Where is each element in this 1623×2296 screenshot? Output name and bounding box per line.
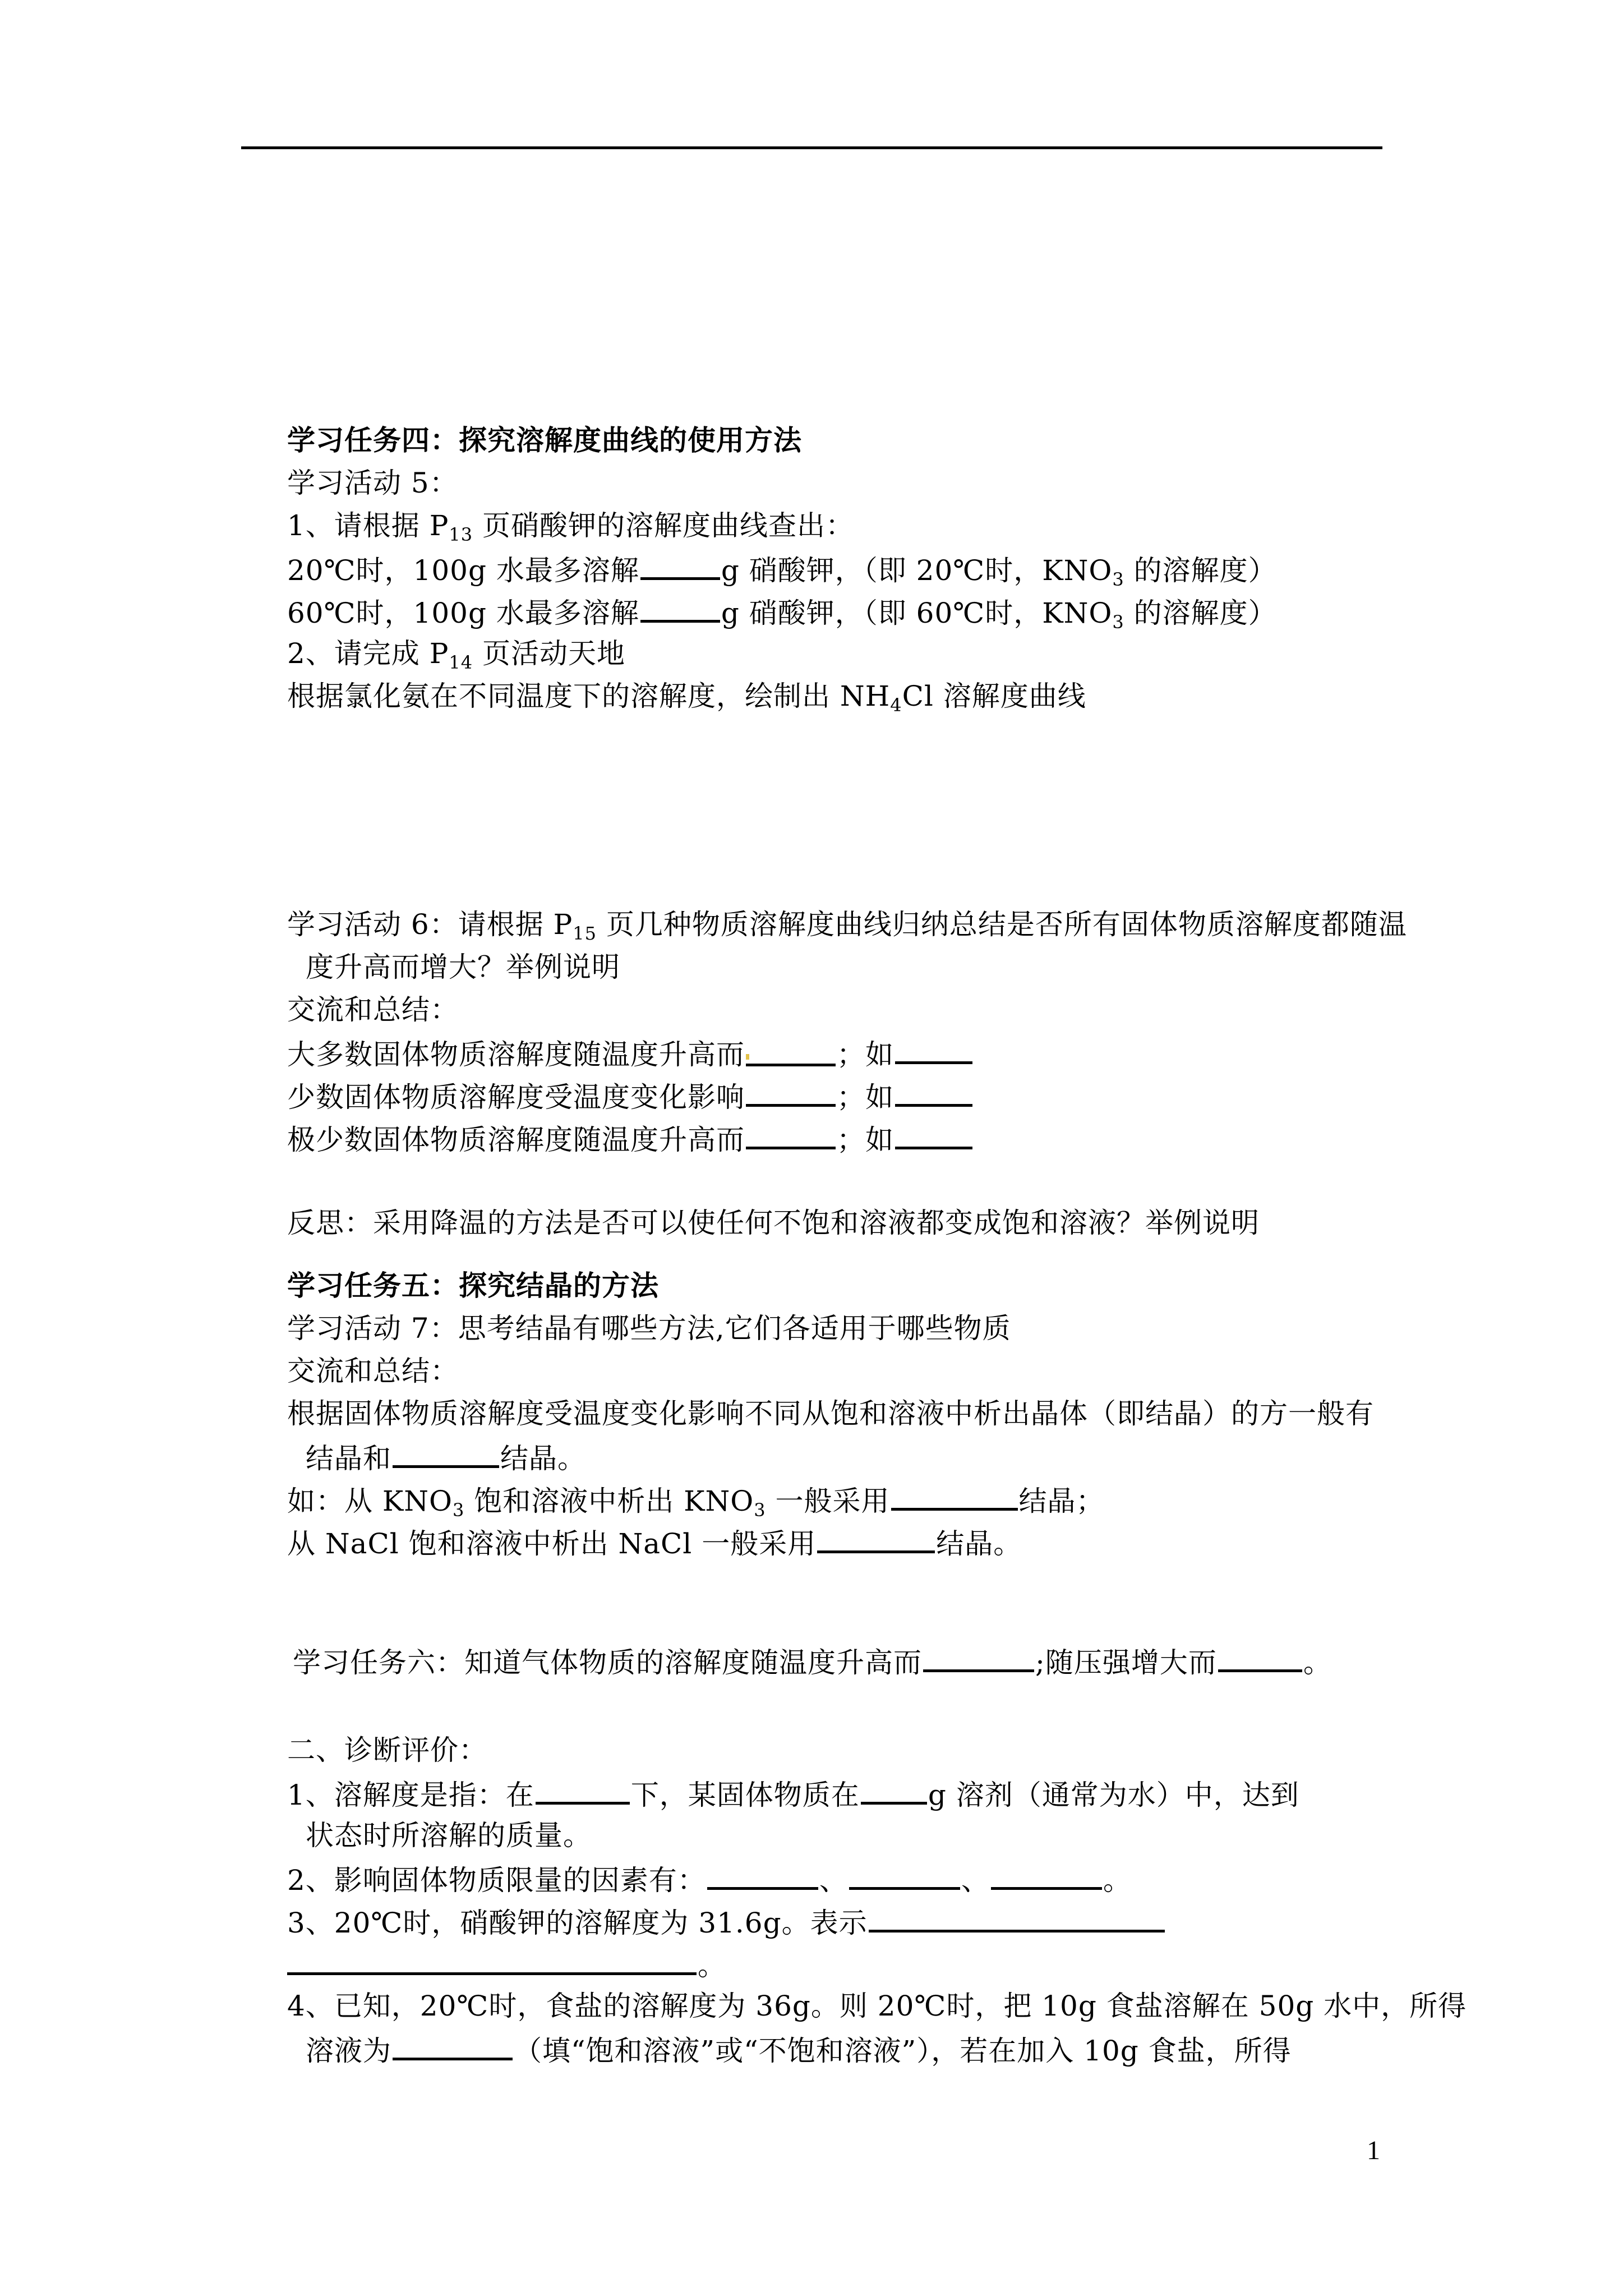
blank-field[interactable] [640,551,720,580]
reflection-question: 反思：采用降温的方法是否可以使任何不饱和溶液都变成饱和溶液？举例说明 [287,1207,1260,1239]
text: 学习任务六：知道气体物质的溶解度随温度升高而 [293,1646,922,1679]
text: 页活动天地 [473,637,625,670]
diagnosis-heading: 二、诊断评价： [287,1734,487,1766]
text: 2、请完成 P [287,637,449,670]
blank-field[interactable] [746,1038,836,1066]
blank-field[interactable] [991,1861,1102,1890]
text: ；如 [837,1124,894,1156]
diagnosis-question-3 [287,1904,1166,1940]
blank-field[interactable] [707,1861,818,1890]
blank-field[interactable] [1218,1644,1302,1672]
text: （填“饱和溶液”或“不饱和溶液”），若在加入 10g 食盐，所得 [514,2035,1292,2067]
task4-question-2 [287,637,625,673]
text: 20℃时，100g 水最多溶解 [287,554,639,587]
text: 60℃时，100g 水最多溶解 [287,597,639,629]
text: 结晶和 [306,1442,391,1475]
blank-field[interactable] [536,1776,630,1805]
blank-field[interactable] [746,1121,836,1149]
nh4cl-instruction [287,679,1086,716]
text: 结晶； [1018,1485,1105,1517]
summary-row [287,1036,974,1071]
subscript: 3 [754,1499,766,1521]
text: g 硝酸钾，（即 20℃时，KNO [721,554,1113,587]
activity6-question [287,908,1407,944]
summary-row [287,1121,974,1157]
header-rule [241,146,1382,149]
task6-gas-solubility [293,1644,1332,1680]
text: 极少数固体物质溶解度随温度升高而 [287,1124,745,1156]
subscript: 13 [449,524,473,545]
kno3-crystallization [287,1482,1105,1521]
text: 如：从 KNO [287,1485,453,1517]
blank-field[interactable] [746,1078,836,1107]
subscript: 14 [449,652,473,673]
crystallization-methods [306,1439,586,1475]
text: 结晶。 [936,1527,1022,1560]
text: g 硝酸钾，（即 60℃时，KNO [721,597,1113,629]
task4-heading: 学习任务四：探究溶解度曲线的使用方法 [287,424,802,457]
blank-field[interactable] [923,1644,1034,1672]
blank-field[interactable] [393,1439,499,1468]
text: 。 [1103,1864,1132,1897]
text: 饱和溶液中析出 KNO [464,1485,754,1517]
text: 。 [1303,1646,1332,1679]
subscript: 3 [1112,611,1124,633]
crystallization-paragraph: 根据固体物质溶解度受温度变化影响不同从饱和溶液中析出晶体（即结晶）的方一般有 [287,1397,1374,1430]
subscript: 3 [453,1499,465,1521]
activity6-question-cont: 度升高而增大？举例说明 [306,951,620,983]
text: ；如 [837,1081,894,1114]
text: Cl 溶解度曲线 [902,680,1086,712]
blank-field[interactable] [861,1776,927,1805]
text: 的溶解度） [1124,597,1277,629]
blank-field[interactable] [849,1861,960,1890]
text: 下，某固体物质在 [630,1779,860,1811]
task5-summary-label: 交流和总结： [287,1355,459,1387]
text: 页几种物质溶解度曲线归纳总结是否所有固体物质溶解度都随温 [596,908,1407,941]
diagnosis-question-4: 4、已知，20℃时，食盐的溶解度为 36g。则 20℃时，把 10g 食盐溶解在 50g 水中，所得 [287,1990,1467,2022]
text: 3、20℃时，硝酸钾的溶解度为 31.6g。表示 [287,1907,868,1939]
kno3-60c-line [287,594,1277,633]
page-number: 1 [1367,2136,1380,2165]
blank-field[interactable] [869,1904,1165,1932]
text: 少数固体物质溶解度受温度变化影响 [287,1081,745,1114]
text: 的溶解度） [1124,554,1277,587]
summary-row [287,1078,974,1114]
task4-question-1 [287,509,854,545]
subscript: 15 [573,923,597,944]
blank-field[interactable] [393,2032,513,2060]
diagnosis-question-1 [287,1776,1299,1812]
text: g 溶剂（通常为水）中，达到 [928,1779,1299,1811]
activity5-label: 学习活动 5： [287,467,458,499]
text: 根据氯化氨在不同温度下的溶解度，绘制出 NH [287,680,891,712]
text: 一般采用 [766,1485,890,1517]
kno3-20c-line [287,551,1277,590]
text: 。 [698,1949,726,1982]
diagnosis-question-1-cont: 状态时所溶解的质量。 [306,1819,592,1852]
blank-field[interactable] [895,1121,972,1149]
text: 结晶。 [500,1442,586,1475]
activity7-question: 学习活动 7：思考结晶有哪些方法,它们各适用于哪些物质 [287,1312,1011,1345]
text: ；如 [837,1038,894,1071]
blank-field[interactable] [895,1036,972,1064]
subscript: 4 [890,694,902,716]
text: ;随压强增大而 [1035,1646,1217,1679]
blank-field[interactable] [640,594,720,623]
text: 、 [961,1864,990,1897]
subscript: 3 [1112,569,1124,590]
task5-heading: 学习任务五：探究结晶的方法 [287,1269,659,1302]
text: 从 NaCl 饱和溶液中析出 NaCl 一般采用 [287,1527,817,1560]
text: 学习活动 6：请根据 P [287,908,573,941]
text: 2、影响固体物质限量的因素有： [287,1864,706,1897]
text: 1、溶解度是指：在 [287,1779,534,1811]
nacl-crystallization [287,1525,1022,1561]
blank-field[interactable] [895,1078,972,1107]
blank-field[interactable] [287,1947,697,1975]
text: 1、请根据 P [287,509,449,542]
diagnosis-question-2 [287,1861,1132,1897]
text: 溶液为 [306,2035,391,2067]
blank-field[interactable] [891,1482,1018,1511]
activity6-summary-label: 交流和总结： [287,993,459,1026]
blank-field[interactable] [817,1525,935,1553]
text: 页硝酸钾的溶解度曲线查出： [473,509,854,542]
text: 大多数固体物质溶解度随温度升高而 [287,1038,745,1071]
diagnosis-question-4-cont [306,2032,1292,2068]
diagnosis-question-3-cont [287,1947,726,1982]
text: 、 [819,1864,848,1897]
marker-dot [746,1054,749,1060]
